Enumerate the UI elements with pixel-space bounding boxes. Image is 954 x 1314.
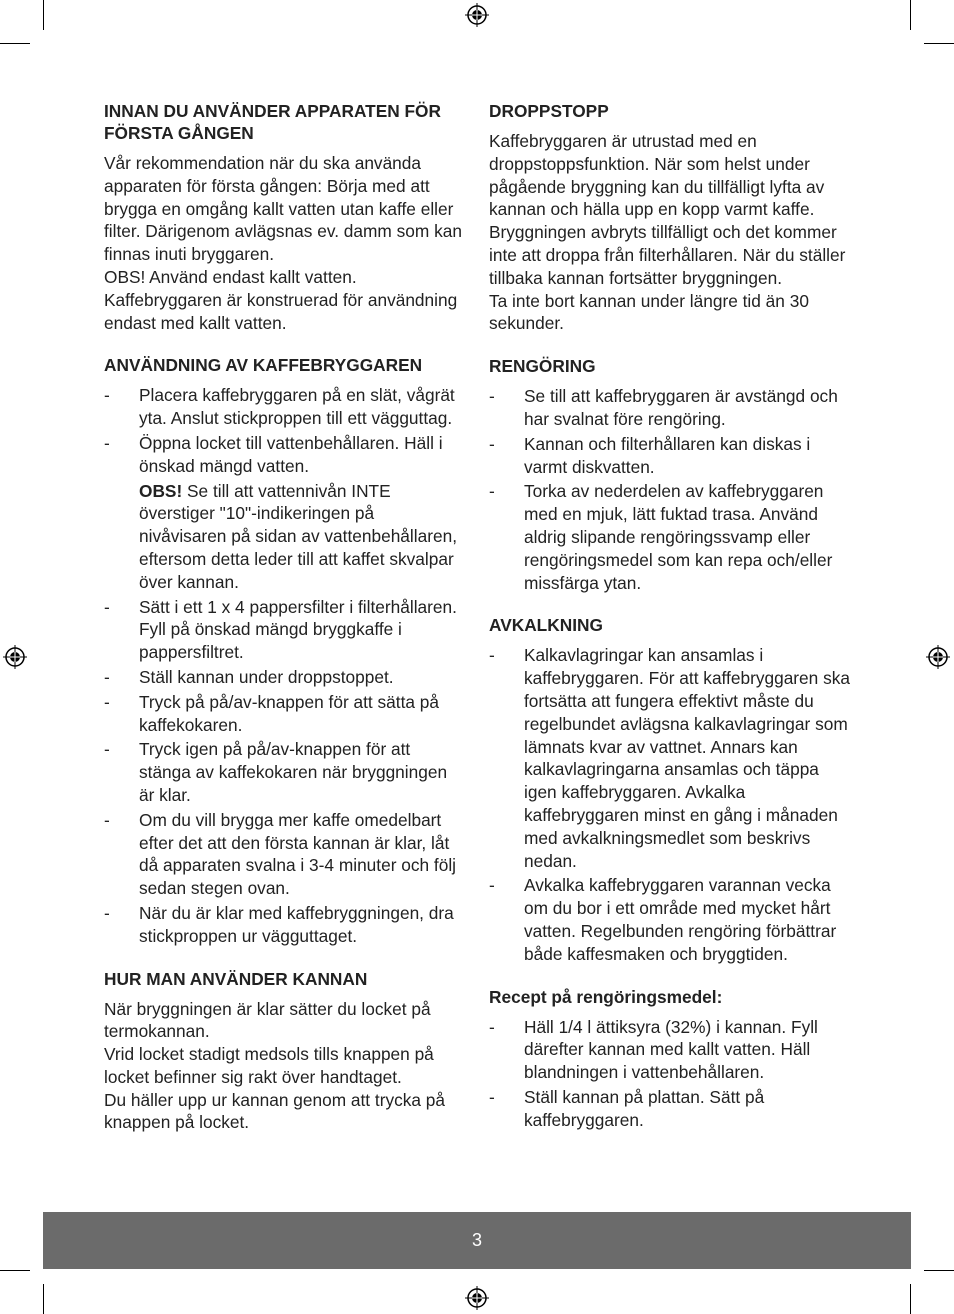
descaling-list <box>489 644 855 965</box>
section-text: Kaffebryggaren är utrustad med en droppstoppsfunktion. När som helst under pågående bryggning kan du tillfälligt lyfta av kannan och hälla upp en kopp varmt kaffe. Bryggningen avbryts tillfälligt och det kommer inte att droppa från filterhållaren. När du ställer tillbaka kannan fortsätter bryggningen. Ta inte bort kannan under längre tid än 30 sekunder. <box>489 131 846 334</box>
section-carafe <box>104 968 466 1135</box>
section-text: När bryggningen är klar sätter du locket på termokannan. Vrid locket stadigt medsols tills knappen på locket befinner sig rakt över handtaget. Du häller upp ur kannan genom att trycka på knappen på locket. <box>104 998 446 1133</box>
right-column <box>489 100 855 1151</box>
section-heading: INNAN DU ANVÄNDER APPARATEN FÖR FÖRSTA GÅNGEN <box>104 101 441 143</box>
section-heading: ANVÄNDNING AV KAFFEBRYGGAREN <box>104 355 423 376</box>
section-first-use <box>104 100 466 334</box>
crop-mark <box>924 43 954 44</box>
section-recipe <box>489 986 855 1132</box>
list-item: - Tryck på på/av-knappen för att sätta på kaffekokaren. <box>104 691 440 735</box>
crop-mark <box>0 1270 30 1271</box>
list-item: - Häll 1/4 l ättiksyra (32%) i kannan. Fyll därefter kannan med kallt vatten. Häll blandningen i vattenbehållaren. <box>489 1016 818 1083</box>
cleaning-list <box>489 385 855 594</box>
section-heading: DROPPSTOPP <box>489 101 609 121</box>
list-item: - Ställ kannan under droppstoppet. <box>104 666 394 687</box>
section-heading: AVKALKNING <box>489 615 603 636</box>
section-drip-stop <box>489 100 855 335</box>
left-column <box>104 100 466 1154</box>
list-item: - Placera kaffebryggaren på en slät, vågrät yta. Anslut stickproppen till ett vägguttag. <box>104 385 455 429</box>
list-item: - När du är klar med kaffebryggningen, dra stickproppen ur vägguttaget. <box>104 902 454 946</box>
section-heading: HUR MAN ANVÄNDER KANNAN <box>104 968 368 989</box>
list-item: - Ställ kannan på plattan. Sätt på kaffebryggaren. <box>489 1086 765 1130</box>
usage-list <box>104 384 466 947</box>
list-item: - Om du vill brygga mer kaffe omedelbart efter det att den första kannan är klar, låt då apparaten svalna i 3-4 minuter och följ sedan stegen ovan. <box>104 809 457 899</box>
section-heading: RENGÖRING <box>489 356 596 377</box>
crop-mark <box>910 1284 911 1314</box>
crop-mark <box>910 0 911 30</box>
section-cleaning <box>489 355 855 594</box>
registration-mark-icon <box>465 1286 489 1310</box>
registration-mark-icon <box>3 645 27 669</box>
registration-mark-icon <box>926 645 950 669</box>
list-item: - Torka av nederdelen av kaffebryggaren med en mjuk, lätt fuktad trasa. Använd aldrig slipande rengöringssvamp eller rengöringsmedel som kan repa och/eller missfärga ytan. <box>489 481 833 593</box>
list-item: - Tryck igen på på/av-knappen för att stänga av kaffekokaren när bryggningen är klar. <box>104 739 448 805</box>
page-footer <box>43 1212 911 1269</box>
section-heading: Recept på rengöringsmedel: <box>489 986 723 1007</box>
list-item: - Kannan och filterhållaren kan diskas i varmt diskvatten. <box>489 433 811 477</box>
section-usage <box>104 354 466 947</box>
section-text: Vår rekommendation när du ska använda apparaten för första gången: Börja med att brygga en omgång kallt vatten utan kaffe eller filter. Därigenom avlägsnas ev. damm som kan finnas inuti bryggaren. OBS! Använd endast kallt vatten. Kaffebryggaren är konstruerad för användning endast med kallt vatten. <box>104 153 462 333</box>
note-label: OBS! <box>139 480 183 501</box>
recipe-list <box>489 1016 855 1132</box>
crop-mark <box>0 43 30 44</box>
list-item: - Avkalka kaffebryggaren varannan vecka om du bor i ett område med mycket hårt vatten. Regelbunden rengöring förbättrar både kaffesmaken och bryggtiden. <box>489 875 837 964</box>
section-descaling <box>489 614 855 965</box>
note: OBS! Se till att vattennivån INTE överstiger "10"-indikeringen på nivåvisaren på sidan av vattenbehållaren, eftersom detta leder till att kaffet skvalpar över kannan. <box>139 480 457 592</box>
list-item: - Kalkavlagringar kan ansamlas i kaffebryggaren. För att kaffebryggaren ska fortsätta att fungera effektivt måste du regelbundet avlägsna kalkavlagringar som lämnats kvar av vattnet. Annars kan kalkavlagringarna ansamlas och täppa igen kaffebryggaren. Avkalka kaffebryggaren minst en gång i månaden med avkalkningsmedlet som beskrivs nedan. <box>489 645 850 871</box>
list-item: - Sätt i ett 1 x 4 pappersfilter i filterhållaren. Fyll på önskad mängd bryggkaffe i pappersfiltret. <box>104 596 457 663</box>
list-item: - Se till att kaffebryggaren är avstängd och har svalnat före rengöring. <box>489 386 838 429</box>
list-item: - Öppna locket till vattenbehållaren. Häll i önskad mängd vatten. OBS! Se till att vattennivån INTE överstiger "10"-indikeringen på nivåvisaren på sidan av vattenbehållaren, eftersom detta leder till att kaffet skvalpar över kannan. <box>104 432 466 594</box>
crop-mark <box>43 1284 44 1314</box>
crop-mark <box>43 0 44 30</box>
registration-mark-icon <box>465 3 489 27</box>
page-number: 3 <box>471 1230 482 1250</box>
crop-mark <box>924 1270 954 1271</box>
